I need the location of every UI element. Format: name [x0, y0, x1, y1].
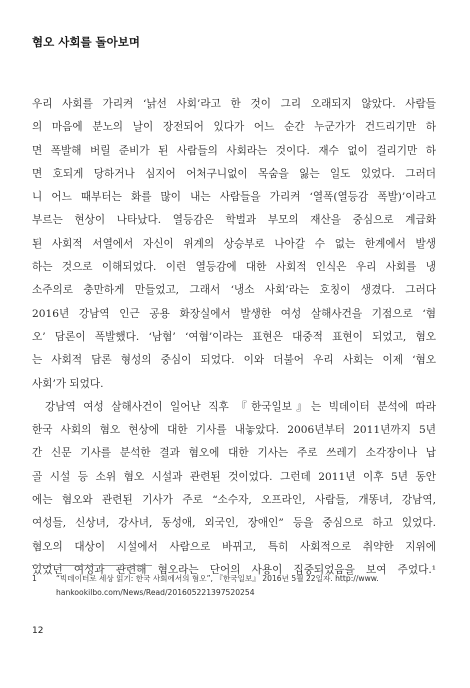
body-line: 우리 사회를 가리켜 ‘낡선 사회’라고 한 것이 그리 오래되지 않았다. 사람들 [32, 98, 436, 110]
body-line: 된 사회적 서열에서 자신이 위계의 상승부로 나아갈 수 없는 한계에서 발생 [32, 237, 436, 250]
body-line: 니 어느 때부터는 화를 많이 내는 사람들을 가리켜 ‘열폭(열등감 폭발)’이라고 [32, 191, 436, 204]
body-line: 강남역 여성 살해사건이 일어난 직후 『한국일보』는 빅데이터 분석에 따라 [45, 400, 436, 413]
body-line: 에는 혐오와 관련된 기사가 주로 “소수자, 오프라인, 사람들, 개똥녀, 강남역, [32, 494, 436, 507]
body-line: 간 신문 기사를 분석한 결과 혐오에 대한 기사는 주로 쓰레기 소각장이나 납 [32, 447, 436, 460]
footnote-line: “빅데이터로 세상 읽기: 한국 사회에서의 혐오”, 『한국일보』 2016년 5월 22일자. http://www. [56, 574, 379, 583]
body-line: 하는 것으로 이해되었다. 이런 열등감에 대한 사회적 인식은 우리 사회를 냉 [32, 261, 436, 274]
body-line: 소주의로 충만하게 만들었고, 그래서 ‘냉소 사회’라는 호칭이 생겼다. 그러다 [32, 284, 436, 297]
footnote-link[interactable]: hankookilbo.com/News/Read/201605221397520254 [56, 588, 255, 597]
body-line: 오’ 담론이 폭발했다. ‘남혐’ ‘여혐’이라는 표현은 대중적 표현이 되었고, 혐오 [32, 330, 436, 343]
body-line: 부르는 현상이 나타났다. 열등감은 학벌과 부모의 재산을 중심으로 계급화 [32, 214, 436, 227]
body-line: 면 폭발해 버릴 준비가 된 사람들의 사회라는 것이다. 재수 없이 걸리기만 하 [32, 144, 436, 157]
body-text [32, 93, 436, 582]
body-line: 의 마음에 분노의 날이 장전되어 있다가 어느 순간 누군가가 건드리기만 하 [32, 121, 436, 134]
page-number: 12 [32, 626, 44, 636]
body-line: 혐오의 대상이 시설에서 사람으로 바뀌고, 특히 사회적으로 취약한 지위에 [32, 540, 436, 553]
footnote-divider [32, 565, 152, 566]
body-line: 2016년 강남역 인근 공용 화장실에서 발생한 여성 살해사건을 기점으로 ‘혐 [32, 307, 436, 320]
body-line: 는 사회적 담론 형성의 중심이 되었다. 이와 더불어 우리 사회는 이제 ‘혐오 [32, 354, 436, 367]
body-line: 있었던 여성과 관련해 혐오라는 단어의 사용이 집중되었음을 보여 주었다.¹ [32, 563, 436, 576]
footnote-number: 1 [32, 574, 37, 583]
body-line: 한국 사회의 혐오 현상에 대한 기사를 내놓았다. 2006년부터 2011년까지 5년 [32, 424, 436, 437]
body-line: 골 시설 등 소위 혐오 시설과 관련된 것이었다. 그런데 2011년 이후 5년 동안 [32, 470, 436, 483]
body-line: 면 호되게 당하거나 심지어 어처구니없이 목숨을 잃는 일도 있었다. 그러더 [32, 167, 436, 180]
body-line: 여성들, 신상녀, 강사녀, 동성애, 외국인, 장애인” 등을 중심으로 하고 있었다. [32, 517, 436, 530]
section-title: 혐오 사회를 돌아보며 [32, 35, 140, 49]
body-line: 사회’가 되었다. [32, 377, 104, 390]
